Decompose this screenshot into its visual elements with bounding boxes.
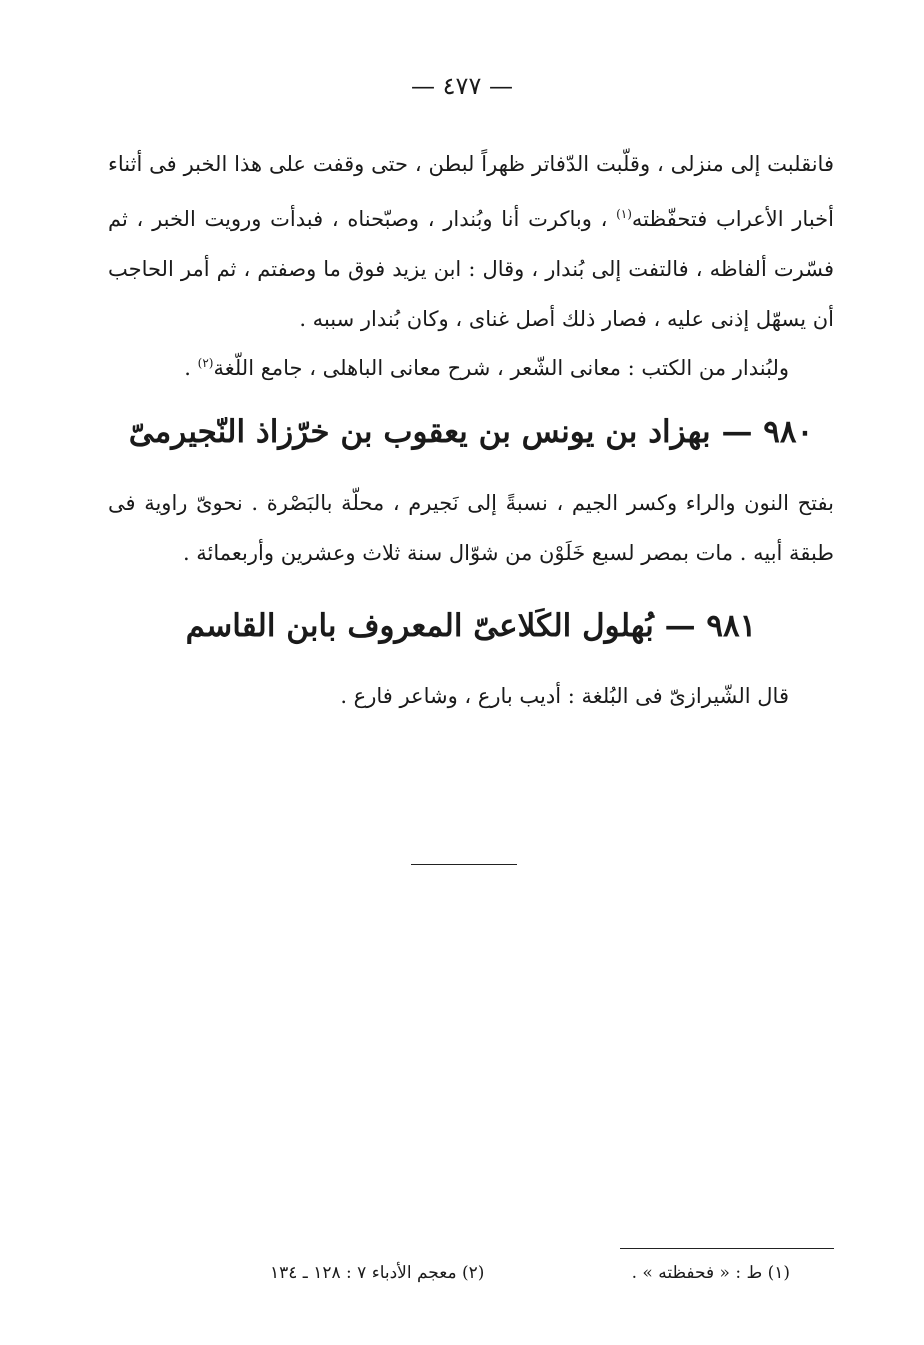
footnote-marker: (٢) [197,356,214,370]
footnote-marker: (١) [616,207,632,221]
page-number: — ٤٧٧ — [411,72,513,100]
paragraph-text: ولبُندار من الكتب : معانى الشّعر ، شرح معانى الباهلى ، جامع اللّغة [213,356,789,380]
paragraph-text: فانقلبت إلى منزلى ، وقلّبت الدّفاتر ظهراً لبطن ، حتى وقفت على هذا الخبر فى أثناء أخبار الأعراب فتحفّظته [108,152,834,231]
paragraph-books [108,338,834,393]
footnote-rule [620,1248,834,1249]
entry-heading-981: ٩٨١ — بُهلول الكَلاعىّ المعروف بابن القاسم [185,608,757,644]
paragraph-end: . [184,356,198,380]
paragraph-text-continued: ، وباكرت أنا وبُندار ، وصبّحناه ، فبدأت ورويت الخبر ، ثم فسّرت ألفاظه ، فالتفت إلى بُندار ، وقال : ابن يزيد فوق ما وصفتم ، ثم أمر الحاجب أن يسهّل إذنى عليه ، فصار ذلك أصل غناى ، وكان بُندار سببه . [108,207,834,331]
footnote-1: (١) ط : « فحفظته » . [631,1263,790,1283]
paragraph-narrative [108,139,834,344]
entry-text-980: بفتح النون والراء وكسر الجيم ، نسبةً إلى نَجيرم ، محلّة بالبَصْرة . نحوىّ راوية فى طبقة أبيه . مات بمصر لسبع خَلَوْن من شوّال سنة ثلاث وعشرين وأربعمائة . [108,491,834,565]
section-divider [411,864,517,865]
entry-text-981: قال الشّيرازىّ فى البُلغة : أديب بارع ، وشاعر فارع . [340,684,789,708]
footnote-2: (٢) معجم الأدباء ٧ : ١٢٨ ـ ١٣٤ [270,1263,485,1283]
entry-heading-980: ٩٨٠ — بهزاد بن يونس بن يعقوب بن خرّزاذ النّجيرمىّ [128,414,814,450]
footnotes [270,1258,790,1288]
